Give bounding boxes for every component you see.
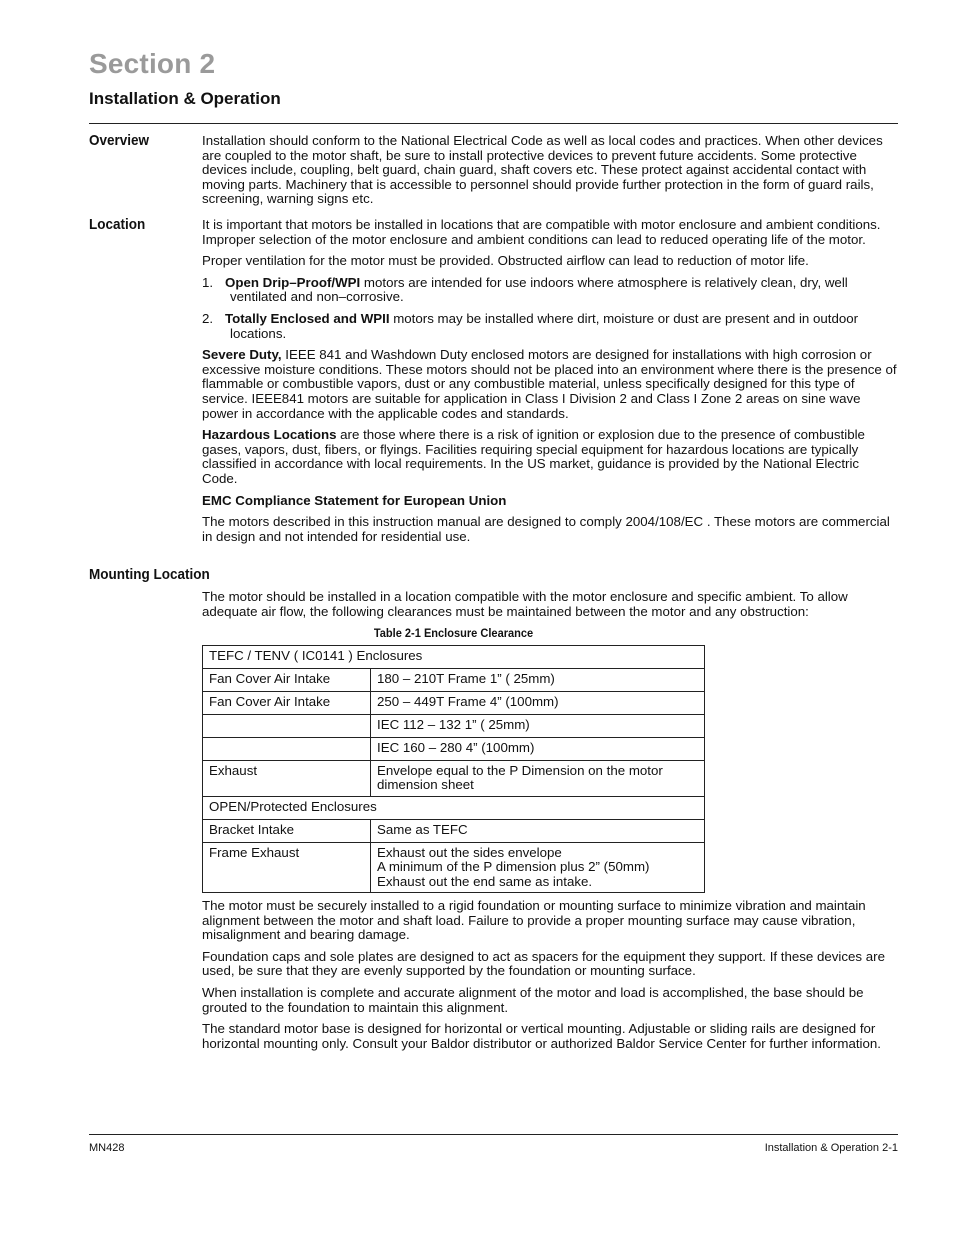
mounting-paragraph: The motor must be securely installed to a rigid foundation or mounting surface to minimize vibration and maintain alignment between the motor and shaft load. Failure to provide a proper mounting surface may cause vibration, misalignment and bearing damage. [202,898,866,943]
table-cell: Frame Exhaust [203,842,371,892]
severe-duty-text: IEEE 841 and Washdown Duty enclosed motors are designed for installations with high corrosion or excessive moisture conditions. These motors should not be placed into an environment where there is the presence of flammable or combustible vapors, dust or any combustible material, unless specifically designed for this type of service. IEEE841 motors are suitable for application in Class I Division 2 and Class I Zone 2 areas on sine wave power in accordance with the applicable codes and standards. [202,347,897,421]
mounting-heading: Mounting Location [89,566,210,583]
table-cell: Bracket Intake [203,819,371,842]
table-cell: OPEN/Protected Enclosures [203,796,705,819]
list-number: 1. [202,274,214,290]
location-paragraph-1: It is important that motors be installed in locations that are compatible with motor enclosure and ambient conditions. Improper selection of the motor enclosure and ambient conditions can lead to reduced operating life of the motor. [202,217,881,247]
table-cell: IEC 112 – 132 1” ( 25mm) [371,715,705,738]
footer-divider [89,1134,898,1135]
table-row [203,842,705,892]
emc-heading-text: EMC Compliance Statement for European Union [202,492,507,508]
mounting-intro-block [202,590,898,626]
severe-duty-paragraph [202,348,898,421]
table-row [203,738,705,761]
location-heading: Location [89,216,146,233]
table-row [203,669,705,692]
frame-exhaust-line: Exhaust out the end same as intake. [377,873,593,889]
table-cell: Envelope equal to the P Dimension on the motor dimension sheet [371,761,705,797]
list-item-bold: Totally Enclosed and WPII [225,310,390,326]
frame-exhaust-line: A minimum of the P dimension plus 2” (50mm) [377,859,650,875]
list-item-bold: Open Drip–Proof/WPI [225,274,361,290]
table-cell: Same as TEFC [371,819,705,842]
list-item [202,312,898,341]
table-row [203,646,705,669]
table-cell: 250 – 449T Frame 4” (100mm) [371,692,705,715]
table-cell: IEC 160 – 280 4” (100mm) [371,738,705,761]
table-cell [203,715,371,738]
table-cell: TEFC / TENV ( IC0141 ) Enclosures [203,646,705,669]
footer-doc-number: MN428 [89,1142,125,1154]
location-section [202,218,898,551]
mounting-paragraph: The standard motor base is designed for horizontal or vertical mounting. Adjustable or sliding rails are designed for horizontal mounting only. Consult your Baldor distributor or authorized Baldor Service Center for further information. [202,1021,881,1051]
emc-heading [202,494,898,509]
table-cell: Fan Cover Air Intake [203,692,371,715]
frame-exhaust-line: Exhaust out the sides envelope [377,844,562,860]
mounting-paragraph: Foundation caps and sole plates are designed to act as spacers for the equipment they support. If these devices are used, be sure that they are evenly supported by the foundation or mounting surface. [202,948,885,979]
table-row [203,796,705,819]
table-cell [371,842,705,892]
footer-page-label: Installation & Operation 2-1 [764,1142,898,1154]
overview-heading: Overview [89,132,150,149]
hazardous-bold: Hazardous Locations [202,427,337,443]
overview-section [202,134,898,214]
emc-paragraph: The motors described in this instruction manual are designed to comply 2004/108/EC . These motors are commercial in design and not intended for residential use. [202,514,890,544]
mounting-after-table [202,899,898,1058]
mounting-intro: The motor should be installed in a location compatible with the motor enclosure and specific ambient. To allow adequate air flow, the following clearances must be maintained between the motor and any obstruction: [202,589,848,619]
list-item-text: motors are intended for use indoors where atmosphere is relatively clean, dry, well ventilated and non–corrosive. [230,274,848,305]
section-title: Section 2 [89,48,216,79]
hazardous-paragraph [202,428,898,486]
mounting-paragraph: When installation is complete and accurate alignment of the motor and load is accomplished, the base should be grouted to the foundation to maintain this alignment. [202,984,864,1015]
list-item-text: motors may be installed where dirt, moisture or dust are present and in outdoor locations. [230,310,859,341]
table-cell: Fan Cover Air Intake [203,669,371,692]
table-cell: Exhaust [203,761,371,797]
location-paragraph-2: Proper ventilation for the motor must be provided. Obstructed airflow can lead to reduction of motor life. [202,253,809,269]
list-item [202,276,898,305]
table-caption: Table 2-1 Enclosure Clearance [373,626,534,640]
table-cell: 180 – 210T Frame 1” ( 25mm) [371,669,705,692]
overview-paragraph: Installation should conform to the National Electrical Code as well as local codes and practices. When other devices are coupled to the motor shaft, be sure to install protective devices to prevent future accidents. Some protective devices include, coupling, belt guard, chain guard, shaft covers etc. These protect against accidental contact with moving parts. Machinery that is accessible to personnel should provide further protection in the form of guard rails, screening, warning signs etc. [202,133,883,207]
header-divider [89,123,898,124]
severe-duty-bold: Severe Duty, [202,347,282,363]
list-number: 2. [202,310,214,326]
table-row [203,761,705,797]
table-row [203,692,705,715]
table-cell [203,738,371,761]
hazardous-text: are those where there is a risk of ignition or explosion due to the presence of combustible gases, vapors, dust, fibers, or flyings. Facilities requiring special equipment for hazardous locations are typically classified in accordance with local requirements. In the US market, guidance is provided by the National Electric Code. [202,427,865,486]
table-row [203,819,705,842]
section-subtitle: Installation & Operation [89,89,281,108]
enclosure-clearance-table [202,645,705,893]
table-row [203,715,705,738]
